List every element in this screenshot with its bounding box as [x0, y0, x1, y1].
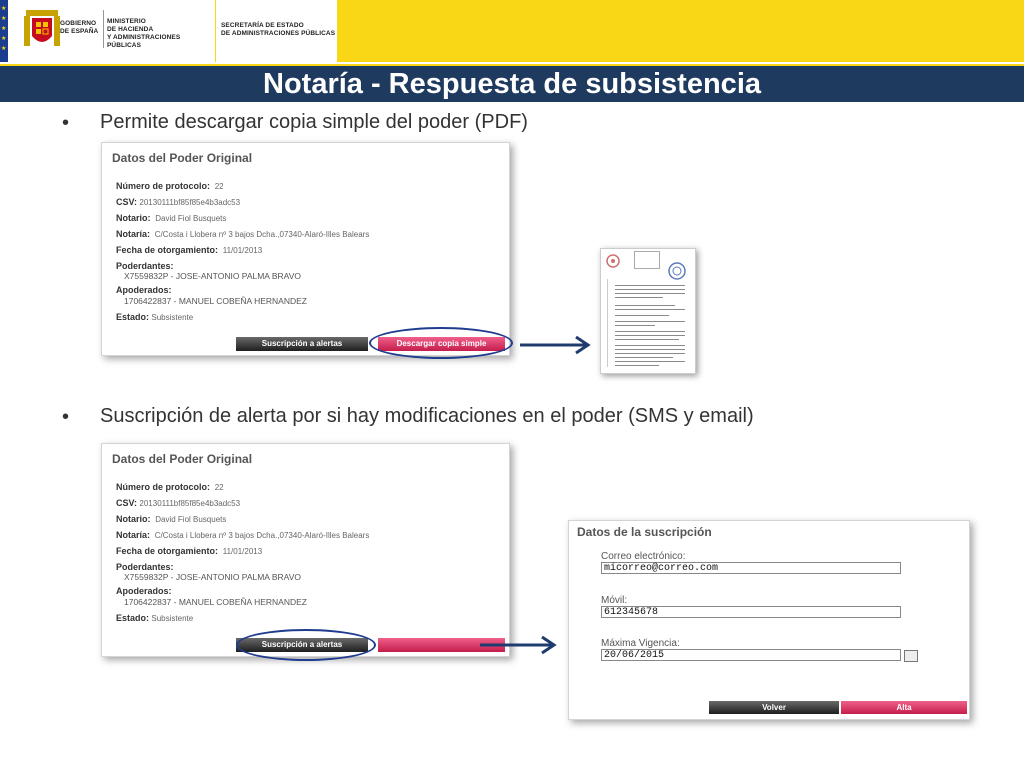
subscribe-alerts-button[interactable]: Suscripción a alertas — [236, 638, 368, 652]
highlight-oval-download — [369, 327, 513, 359]
csv-value: 20130111bf85f85e4b3adc53 — [139, 198, 241, 207]
ministry-line-2: DE HACIENDA — [107, 26, 154, 33]
slide-title: Notaría - Respuesta de subsistencia — [263, 68, 761, 100]
protocol-row — [116, 181, 224, 191]
notaria-label: Notaría: — [116, 530, 151, 540]
back-button[interactable]: Volver — [709, 701, 839, 714]
fecha-label: Fecha de otorgamiento: — [116, 245, 219, 255]
apoderados-label: Apoderados: — [116, 586, 172, 596]
ministry-line-3: Y ADMINISTRACIONES PÚBLICAS — [107, 34, 181, 49]
notaria-row — [116, 530, 369, 540]
notario-row — [116, 213, 226, 223]
arrow-right-icon — [478, 635, 560, 655]
mobile-label: Móvil: — [601, 595, 628, 606]
validity-label: Máxima Vigencia: — [601, 638, 680, 649]
card-title: Datos del Poder Original — [112, 151, 253, 165]
estado-row — [116, 312, 193, 322]
protocol-value: 22 — [214, 182, 224, 191]
poderdantes-label-row — [116, 562, 174, 572]
subscription-title: Datos de la suscripción — [577, 525, 712, 539]
csv-row — [116, 498, 240, 508]
notaria-row — [116, 229, 369, 239]
fecha-value: 11/01/2013 — [222, 547, 263, 556]
poder-card-subscribe — [101, 443, 510, 657]
header-divider — [103, 10, 104, 48]
subscription-card — [568, 520, 970, 720]
gov-line-2: DE ESPAÑA — [60, 28, 99, 35]
email-label: Correo electrónico: — [601, 551, 686, 562]
arrow-right-icon — [518, 335, 594, 355]
apoderados-value: 1706422837 - MANUEL COBEÑA HERNANDEZ — [124, 597, 307, 607]
highlight-oval-subscribe — [236, 629, 376, 661]
notaria-value: C/Costa i Llobera nº 3 bajos Dcha.,07340-Alaró-Illes Balears — [154, 531, 370, 540]
csv-label: CSV: — [116, 498, 138, 508]
protocol-label: Número de protocolo: — [116, 181, 210, 191]
card-title: Datos del Poder Original — [112, 452, 253, 466]
csv-row — [116, 197, 240, 207]
gov-line-1: GOBIERNO — [60, 20, 97, 27]
bullet-marker: • — [62, 112, 70, 134]
download-copy-button[interactable]: Descargar copia simple — [378, 337, 505, 351]
fecha-label: Fecha de otorgamiento: — [116, 546, 219, 556]
coat-of-arms-icon — [22, 8, 62, 52]
subscribe-alerts-button[interactable]: Suscripción a alertas — [236, 337, 368, 351]
title-bar — [0, 64, 1024, 102]
bullet-download: Permite descargar copia simple del poder (PDF) — [100, 111, 528, 133]
notario-label: Notario: — [116, 514, 151, 524]
notario-value: David Fiol Busquets — [155, 515, 227, 524]
stamp-box — [634, 251, 660, 269]
apoderados-label: Apoderados: — [116, 285, 172, 295]
apoderados-label-row — [116, 285, 172, 295]
bullet-subscription: Suscripción de alerta por si hay modificaciones en el poder (SMS y email) — [100, 405, 754, 427]
estado-label: Estado: — [116, 312, 150, 322]
ministry-line-1: MINISTERIO — [107, 18, 146, 25]
poder-card-download — [101, 142, 510, 356]
fecha-value: 11/01/2013 — [222, 246, 263, 255]
validity-date-field[interactable]: 20/06/2015 — [601, 649, 901, 661]
government-logo-box — [8, 0, 215, 62]
secretariat-line-2: DE ADMINISTRACIONES PÚBLICAS — [221, 30, 336, 37]
notario-label: Notario: — [116, 213, 151, 223]
poderdantes-label-row — [116, 261, 174, 271]
poderdantes-label: Poderdantes: — [116, 261, 174, 271]
mobile-field[interactable]: 612345678 — [601, 606, 901, 618]
secretariat-box — [216, 0, 337, 62]
apoderados-label-row — [116, 586, 172, 596]
csv-value: 20130111bf85f85e4b3adc53 — [139, 499, 241, 508]
eu-flag-icon: ★ ★ ★ ★ ★ — [0, 0, 8, 62]
protocol-label: Número de protocolo: — [116, 482, 210, 492]
poderdantes-value: X7559832P - JOSE-ANTONIO PALMA BRAVO — [124, 271, 301, 281]
email-field[interactable]: micorreo@correo.com — [601, 562, 901, 574]
notaria-value: C/Costa i Llobera nº 3 bajos Dcha.,07340-Alaró-Illes Balears — [154, 230, 370, 239]
estado-row — [116, 613, 193, 623]
estado-value: Subsistente — [151, 313, 194, 322]
secretariat-line-1: SECRETARÍA DE ESTADO — [221, 22, 304, 29]
eu-flag-strip — [0, 0, 8, 62]
notary-stamp-icon — [667, 261, 687, 281]
fecha-row — [116, 546, 262, 556]
poderdantes-label: Poderdantes: — [116, 562, 174, 572]
notaria-label: Notaría: — [116, 229, 151, 239]
notario-value: David Fiol Busquets — [155, 214, 227, 223]
fecha-row — [116, 245, 262, 255]
seal-icon — [605, 253, 621, 269]
estado-value: Subsistente — [151, 614, 194, 623]
estado-label: Estado: — [116, 613, 150, 623]
poderdantes-value: X7559832P - JOSE-ANTONIO PALMA BRAVO — [124, 572, 301, 582]
protocol-row — [116, 482, 224, 492]
bullet-marker: • — [62, 406, 70, 428]
apoderados-value: 1706422837 - MANUEL COBEÑA HERNANDEZ — [124, 296, 307, 306]
csv-label: CSV: — [116, 197, 138, 207]
pdf-document-thumbnail — [600, 248, 696, 374]
calendar-icon[interactable] — [904, 650, 918, 662]
protocol-value: 22 — [214, 483, 224, 492]
notario-row — [116, 514, 226, 524]
submit-subscription-button[interactable]: Alta — [841, 701, 967, 714]
